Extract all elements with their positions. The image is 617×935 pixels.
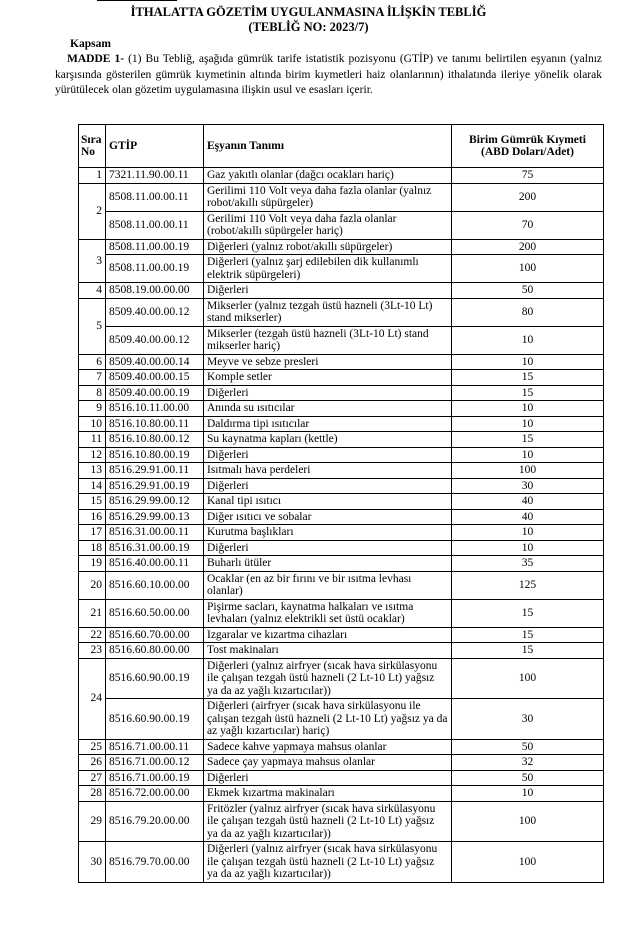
cell-no: 30	[79, 842, 106, 883]
cell-description: Mikserler (tezgah üstü hazneli (3Lt-10 Lt) stand mikserler hariç)	[204, 326, 452, 354]
cell-no: 25	[79, 739, 106, 755]
cell-unit-value: 200	[452, 183, 604, 211]
article-label: MADDE 1-	[67, 53, 125, 65]
cell-description: Diğer ısıtıcı ve sobalar	[204, 509, 452, 525]
cell-gtip: 8516.60.80.00.00	[106, 643, 204, 659]
table-row	[79, 401, 604, 417]
cell-gtip: 8516.29.91.00.11	[106, 463, 204, 479]
cell-gtip: 7321.11.90.00.11	[106, 168, 204, 184]
cell-unit-value: 30	[452, 699, 604, 740]
table-row	[79, 385, 604, 401]
cell-gtip: 8516.71.00.00.12	[106, 755, 204, 771]
cell-gtip: 8516.10.80.00.12	[106, 432, 204, 448]
cell-no: 9	[79, 401, 106, 417]
cell-description: Ekmek kızartma makinaları	[204, 786, 452, 802]
cell-description: Anında su ısıtıcılar	[204, 401, 452, 417]
table-row	[79, 643, 604, 659]
cell-description: Diğerleri	[204, 447, 452, 463]
cell-gtip: 8516.71.00.00.19	[106, 770, 204, 786]
cell-description: Diğerleri	[204, 540, 452, 556]
cell-no: 27	[79, 770, 106, 786]
table-row	[79, 571, 604, 599]
cell-description: Su kaynatma kapları (kettle)	[204, 432, 452, 448]
cell-gtip: 8509.40.00.00.19	[106, 385, 204, 401]
cell-unit-value: 32	[452, 755, 604, 771]
cell-gtip: 8516.31.00.00.19	[106, 540, 204, 556]
cell-no: 28	[79, 786, 106, 802]
cell-unit-value: 100	[452, 801, 604, 842]
table-row	[79, 699, 604, 740]
cell-unit-value: 30	[452, 478, 604, 494]
cell-no: 29	[79, 801, 106, 842]
cell-gtip: 8516.10.11.00.00	[106, 401, 204, 417]
cell-description: Isıtmalı hava perdeleri	[204, 463, 452, 479]
cell-description: Kurutma başlıkları	[204, 525, 452, 541]
cell-unit-value: 100	[452, 255, 604, 283]
cell-description: Mikserler (yalnız tezgah üstü hazneli (3Lt-10 Lt) stand mikserler)	[204, 298, 452, 326]
cell-description: Komple setler	[204, 370, 452, 386]
table-row	[79, 599, 604, 627]
cell-unit-value: 15	[452, 385, 604, 401]
header-no: Sıra No	[79, 125, 106, 168]
cell-description: Fritözler (yalnız airfryer (sıcak hava sirkülasyonu ile çalışan tezgah üstü hazneli (2 Lt-10 Lt) yağsız ya da az yağlı kızartıcılar))	[204, 801, 452, 842]
table-row	[79, 540, 604, 556]
table-row	[79, 168, 604, 184]
cell-description: Pişirme sacları, kaynatma halkaları ve ısıtma levhaları (yalnız elektrikli set üstü ocaklar)	[204, 599, 452, 627]
table-row	[79, 432, 604, 448]
document-title: İTHALATTA GÖZETİM UYGULANMASINA İLİŞKİN TEBLİĞ	[130, 5, 487, 19]
cell-unit-value: 10	[452, 786, 604, 802]
cell-gtip: 8516.71.00.00.11	[106, 739, 204, 755]
cell-no: 24	[79, 658, 106, 739]
cell-description: Meyve ve sebze presleri	[204, 354, 452, 370]
cell-gtip: 8509.40.00.00.15	[106, 370, 204, 386]
cell-description: Diğerleri (yalnız airfryer (sıcak hava sirkülasyonu ile çalışan tezgah üstü hazneli (2 Lt-10 Lt) yağsız ya da az yağlı kızartıcılar))	[204, 842, 452, 883]
cell-description: Diğerleri	[204, 283, 452, 299]
cell-unit-value: 50	[452, 283, 604, 299]
table-row	[79, 755, 604, 771]
cell-no: 26	[79, 755, 106, 771]
cell-no: 15	[79, 494, 106, 510]
cell-unit-value: 15	[452, 432, 604, 448]
cell-no: 22	[79, 627, 106, 643]
cell-gtip: 8516.10.80.00.11	[106, 416, 204, 432]
cell-description: Buharlı ütüler	[204, 556, 452, 572]
cell-gtip: 8508.11.00.00.19	[106, 239, 204, 255]
cell-description: Gaz yakıtlı olanlar (dağcı ocakları hariç)	[204, 168, 452, 184]
cell-description: Sadece çay yapmaya mahsus olanlar	[204, 755, 452, 771]
cell-description: Tost makinaları	[204, 643, 452, 659]
cell-unit-value: 10	[452, 401, 604, 417]
table-row	[79, 326, 604, 354]
cell-gtip: 8509.40.00.00.12	[106, 326, 204, 354]
cell-description: Diğerleri	[204, 385, 452, 401]
surveillance-table	[78, 124, 604, 883]
cell-no: 12	[79, 447, 106, 463]
cell-gtip: 8516.79.20.00.00	[106, 801, 204, 842]
cell-description: Kanal tipi ısıtıcı	[204, 494, 452, 510]
cell-description: Ocaklar (en az bir fırını ve bir ısıtma levhası olanlar)	[204, 571, 452, 599]
cell-no: 1	[79, 168, 106, 184]
cell-no: 11	[79, 432, 106, 448]
cell-gtip: 8509.40.00.00.14	[106, 354, 204, 370]
cell-description: Gerilimi 110 Volt veya daha fazla olanlar (robot/akıllı süpürgeler hariç)	[204, 211, 452, 239]
header-gtip: GTİP	[106, 125, 204, 168]
cell-no: 10	[79, 416, 106, 432]
cell-unit-value: 15	[452, 599, 604, 627]
article-text: (1) Bu Tebliğ, aşağıda gümrük tarife istatistik pozisyonu (GTİP) ve tanımı belirtilen eşyanın (yalnız karşısında gösterilen gümrük kıymetinin altında birim kıymetleri haiz olanlarının) ithalatında ileriye yönelik olarak yürütülecek olan gözetim uygulamasına ilişkin usul ve esasları içerir.	[55, 53, 602, 96]
cell-no: 23	[79, 643, 106, 659]
cell-description: Diğerleri (yalnız robot/akıllı süpürgeler)	[204, 239, 452, 255]
document-subtitle: (TEBLİĞ NO: 2023/7)	[248, 20, 369, 34]
table-row	[79, 354, 604, 370]
cell-gtip: 8509.40.00.00.12	[106, 298, 204, 326]
cell-description: Daldırma tipi ısıtıcılar	[204, 416, 452, 432]
cell-no: 14	[79, 478, 106, 494]
table-row	[79, 239, 604, 255]
cell-gtip: 8508.11.00.00.19	[106, 255, 204, 283]
cell-unit-value: 100	[452, 463, 604, 479]
cell-unit-value: 40	[452, 509, 604, 525]
cell-unit-value: 10	[452, 354, 604, 370]
header-rule	[97, 0, 177, 1]
cell-gtip: 8516.60.90.00.19	[106, 658, 204, 699]
cell-no: 3	[79, 239, 106, 283]
cell-gtip: 8516.60.70.00.00	[106, 627, 204, 643]
cell-gtip: 8516.79.70.00.00	[106, 842, 204, 883]
cell-unit-value: 15	[452, 627, 604, 643]
table-row	[79, 255, 604, 283]
cell-unit-value: 125	[452, 571, 604, 599]
table-row	[79, 842, 604, 883]
cell-no: 19	[79, 556, 106, 572]
cell-gtip: 8508.11.00.00.11	[106, 183, 204, 211]
table-row	[79, 416, 604, 432]
cell-description: Diğerleri (yalnız airfryer (sıcak hava sirkülasyonu ile çalışan tezgah üstü hazneli (2 Lt-10 Lt) yağsız ya da az yağlı kızartıcılar))	[204, 658, 452, 699]
cell-unit-value: 10	[452, 540, 604, 556]
cell-no: 21	[79, 599, 106, 627]
table-row	[79, 801, 604, 842]
cell-gtip: 8516.31.00.00.11	[106, 525, 204, 541]
cell-unit-value: 10	[452, 326, 604, 354]
cell-unit-value: 10	[452, 416, 604, 432]
table-row	[79, 786, 604, 802]
article-paragraph	[55, 52, 602, 99]
cell-description: Sadece kahve yapmaya mahsus olanlar	[204, 739, 452, 755]
cell-no: 18	[79, 540, 106, 556]
cell-gtip: 8516.60.50.00.00	[106, 599, 204, 627]
cell-no: 5	[79, 298, 106, 354]
table-row	[79, 447, 604, 463]
cell-unit-value: 35	[452, 556, 604, 572]
cell-unit-value: 40	[452, 494, 604, 510]
cell-description: Diğerleri (airfryer (sıcak hava sirkülasyonu ile çalışan tezgah üstü hazneli (2 Lt-10 Lt) yağsız ya da az yağlı kızartıcılar) hariç)	[204, 699, 452, 740]
cell-no: 16	[79, 509, 106, 525]
cell-unit-value: 10	[452, 525, 604, 541]
cell-description: Gerilimi 110 Volt veya daha fazla olanlar (yalnız robot/akıllı süpürgeler)	[204, 183, 452, 211]
cell-unit-value: 80	[452, 298, 604, 326]
cell-unit-value: 50	[452, 739, 604, 755]
cell-gtip: 8516.29.99.00.12	[106, 494, 204, 510]
cell-gtip: 8516.10.80.00.19	[106, 447, 204, 463]
cell-description: Diğerleri	[204, 478, 452, 494]
cell-unit-value: 70	[452, 211, 604, 239]
cell-no: 8	[79, 385, 106, 401]
cell-no: 6	[79, 354, 106, 370]
cell-gtip: 8516.72.00.00.00	[106, 786, 204, 802]
table-row	[79, 183, 604, 211]
cell-no: 4	[79, 283, 106, 299]
cell-unit-value: 75	[452, 168, 604, 184]
table-row	[79, 478, 604, 494]
cell-unit-value: 100	[452, 842, 604, 883]
cell-no: 13	[79, 463, 106, 479]
cell-gtip: 8516.40.00.00.11	[106, 556, 204, 572]
cell-no: 7	[79, 370, 106, 386]
cell-gtip: 8508.11.00.00.11	[106, 211, 204, 239]
cell-unit-value: 10	[452, 447, 604, 463]
header-unit-value: Birim Gümrük Kıymeti (ABD Doları/Adet)	[452, 125, 604, 168]
cell-description: Diğerleri (yalnız şarj edilebilen dik kullanımlı elektrik süpürgeleri)	[204, 255, 452, 283]
table-row	[79, 556, 604, 572]
cell-no: 20	[79, 571, 106, 599]
table-row	[79, 658, 604, 699]
cell-unit-value: 200	[452, 239, 604, 255]
cell-no: 2	[79, 183, 106, 239]
cell-gtip: 8516.29.99.00.13	[106, 509, 204, 525]
table-row	[79, 525, 604, 541]
section-heading: Kapsam	[70, 38, 111, 50]
cell-unit-value: 15	[452, 643, 604, 659]
table-row	[79, 770, 604, 786]
cell-unit-value: 15	[452, 370, 604, 386]
header-description: Eşyanın Tanımı	[204, 125, 452, 168]
cell-gtip: 8508.19.00.00.00	[106, 283, 204, 299]
cell-unit-value: 50	[452, 770, 604, 786]
table-row	[79, 627, 604, 643]
cell-gtip: 8516.60.90.00.19	[106, 699, 204, 740]
cell-description: Izgaralar ve kızartma cihazları	[204, 627, 452, 643]
cell-unit-value: 100	[452, 658, 604, 699]
table-row	[79, 739, 604, 755]
cell-description: Diğerleri	[204, 770, 452, 786]
table-row	[79, 509, 604, 525]
table-row	[79, 283, 604, 299]
table-row	[79, 298, 604, 326]
table-row	[79, 463, 604, 479]
cell-gtip: 8516.60.10.00.00	[106, 571, 204, 599]
table-body	[79, 168, 604, 883]
table-row	[79, 370, 604, 386]
cell-no: 17	[79, 525, 106, 541]
table-row	[79, 211, 604, 239]
cell-gtip: 8516.29.91.00.19	[106, 478, 204, 494]
table-row	[79, 494, 604, 510]
table-header-row	[79, 125, 604, 168]
